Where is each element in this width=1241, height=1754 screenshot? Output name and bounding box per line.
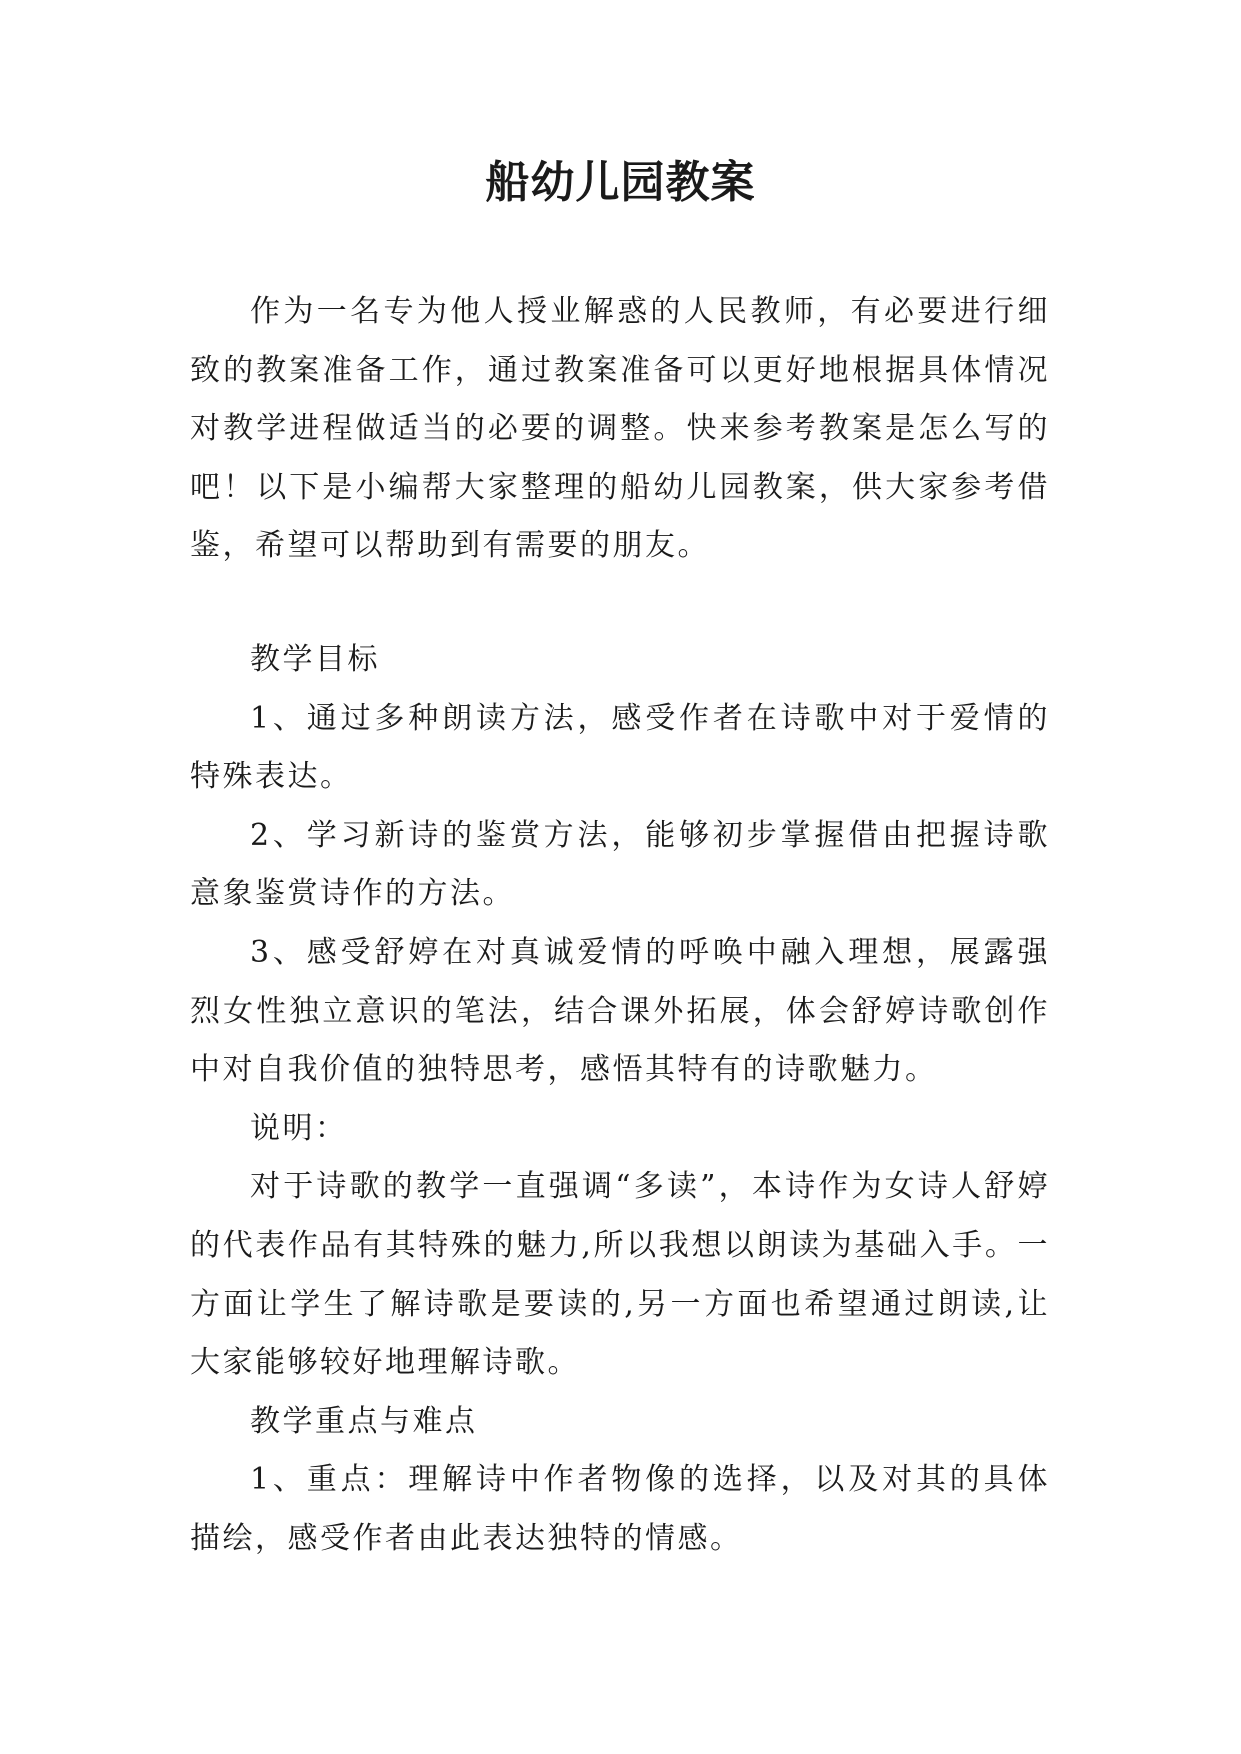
document-title: 船幼儿园教案: [485, 157, 756, 208]
section-spacer: [190, 576, 1050, 631]
intro-paragraph: 作为一名专为他人授业解惑的人民教师，有必要进行细致的教案准备工作，通过教案准备可以更好地根据具体情况对教学进程做适当的必要的调整。快来参考教案是怎么写的吧！以下是小编帮大家整理的船幼儿园教案，供大家参考借鉴，希望可以帮助到有需要的朋友。: [190, 294, 1050, 564]
document-body: [190, 283, 1050, 1568]
objective-item: 2、学习新诗的鉴赏方法，能够初步掌握借由把握诗歌意象鉴赏诗作的方法。: [190, 817, 1050, 912]
section-heading-objectives: 教学目标: [250, 641, 380, 677]
key-point-item: 1、重点：理解诗中作者物像的选择，以及对其的具体描绘，感受作者由此表达独特的情感。: [190, 1462, 1050, 1556]
objective-item: 3、感受舒婷在对真诚爱情的呼唤中融入理想，展露强烈女性独立意识的笔法，结合课外拓展，体会舒婷诗歌创作中对自我价值的独特思考，感悟其特有的诗歌魅力。: [190, 934, 1050, 1088]
notes-paragraph: 对于诗歌的教学一直强调“多读”，本诗作为女诗人舒婷的代表作品有其特殊的魅力,所以我想以朗读为基础入手。一方面让学生了解诗歌是要读的,另一方面也希望通过朗读,让大家能够较好地理解诗歌。: [190, 1169, 1050, 1381]
objective-item: 1、通过多种朗读方法，感受作者在诗歌中对于爱情的特殊表达。: [190, 700, 1050, 795]
section-heading-notes: 说明：: [250, 1110, 348, 1146]
section-heading-key-points: 教学重点与难点: [250, 1403, 478, 1439]
